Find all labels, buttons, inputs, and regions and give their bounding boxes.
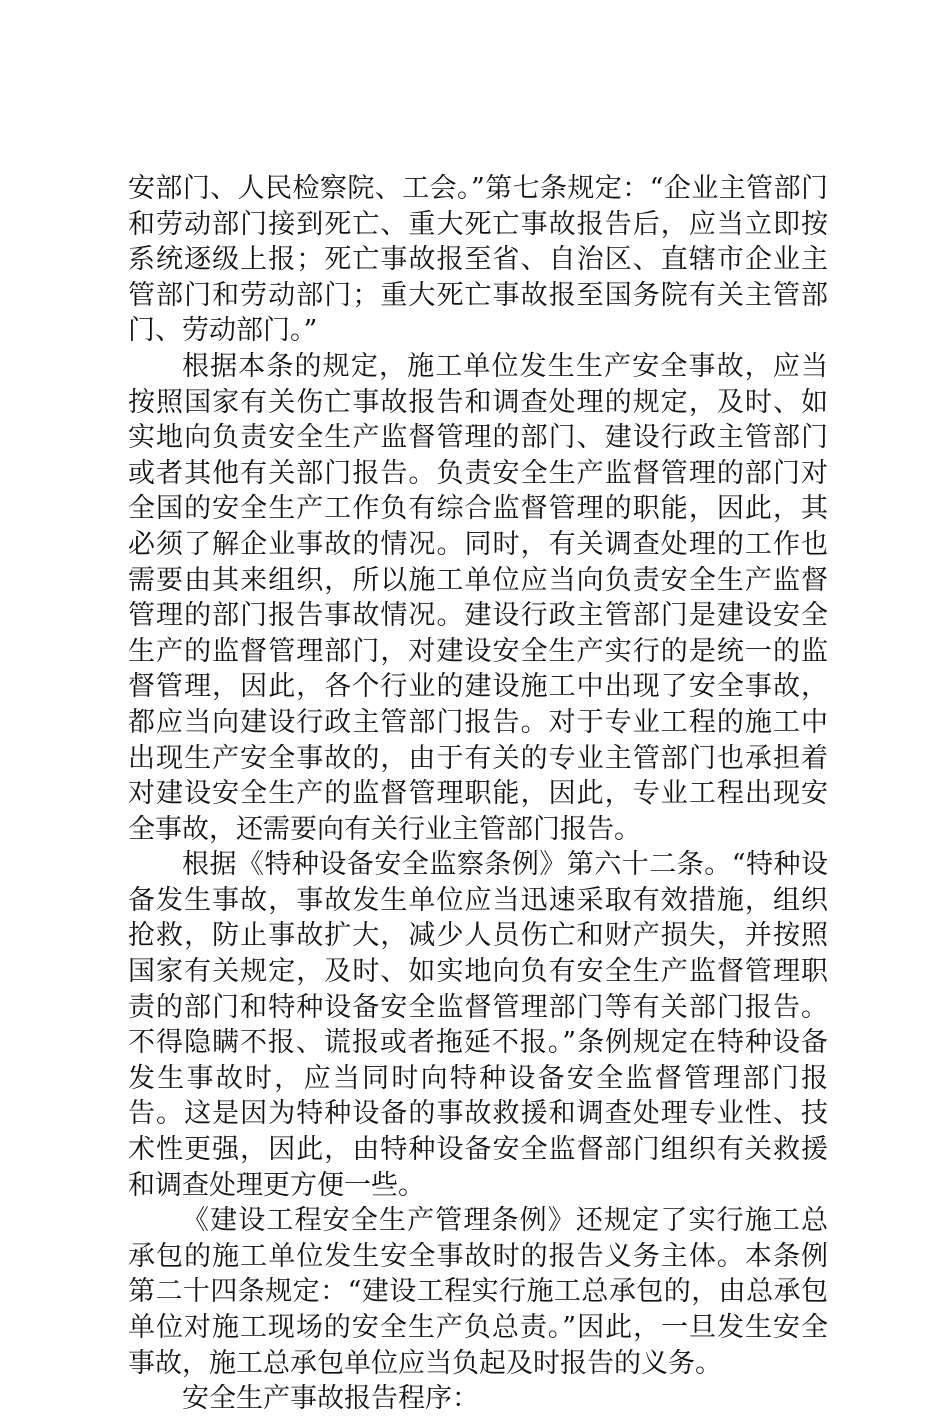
document-body bbox=[128, 171, 828, 1417]
paragraph-1: 安部门、人民检察院、工会。”第七条规定：“企业主管部门和劳动部门接到死亡、重大死亡事故报告后，应当立即按系统逐级上报；死亡事故报至省、自治区、直辖市企业主管部门和劳动部门；重大死亡事故报至国务院有关主管部门、劳动部门。” bbox=[128, 173, 828, 347]
paragraph-3: 根据《特种设备安全监察条例》第六十二条。“特种设备发生事故，事故发生单位应当迅速采取有效措施，组织抢救，防止事故扩大，减少人员伤亡和财产损失，并按照国家有关规定，及时、如实地向负有安全生产监督管理职责的部门和特种设备安全监督管理部门等有关部门报告。不得隐瞒不报、谎报或者拖延不报。”条例规定在特种设备发生事故时，应当同时向特种设备安全监督管理部门报告。这是因为特种设备的事故救援和调查处理专业性、技术性更强，因此，由特种设备安全监督部门组织有关救援和调查处理更方便一些。 bbox=[128, 849, 828, 1201]
paragraph-4: 《建设工程安全生产管理条例》还规定了实行施工总承包的施工单位发生安全事故时的报告义务主体。本条例第二十四条规定：“建设工程实行施工总承包的，由总承包单位对施工现场的安全生产负总责。”因此，一旦发生安全事故，施工总承包单位应当负起及时报告的义务。 bbox=[128, 1205, 828, 1379]
paragraph-2: 根据本条的规定，施工单位发生生产安全事故，应当按照国家有关伤亡事故报告和调查处理的规定，及时、如实地向负责安全生产监督管理的部门、建设行政主管部门或者其他有关部门报告。负责安全生产监督管理的部门对全国的安全生产工作负有综合监督管理的职能，因此，其必须了解企业事故的情况。同时，有关调查处理的工作也需要由其来组织，所以施工单位应当向负责安全生产监督管理的部门报告事故情况。建设行政主管部门是建设安全生产的监督管理部门，对建设安全生产实行的是统一的监督管理，因此，各个行业的建设施工中出现了安全事故，都应当向建设行政主管部门报告。对于专业工程的施工中出现生产安全事故的，由于有关的专业主管部门也承担着对建设安全生产的监督管理职能，因此，专业工程出现安全事故，还需要向有关行业主管部门报告。 bbox=[128, 350, 828, 845]
paragraph-5: 安全生产事故报告程序： bbox=[182, 1383, 479, 1415]
